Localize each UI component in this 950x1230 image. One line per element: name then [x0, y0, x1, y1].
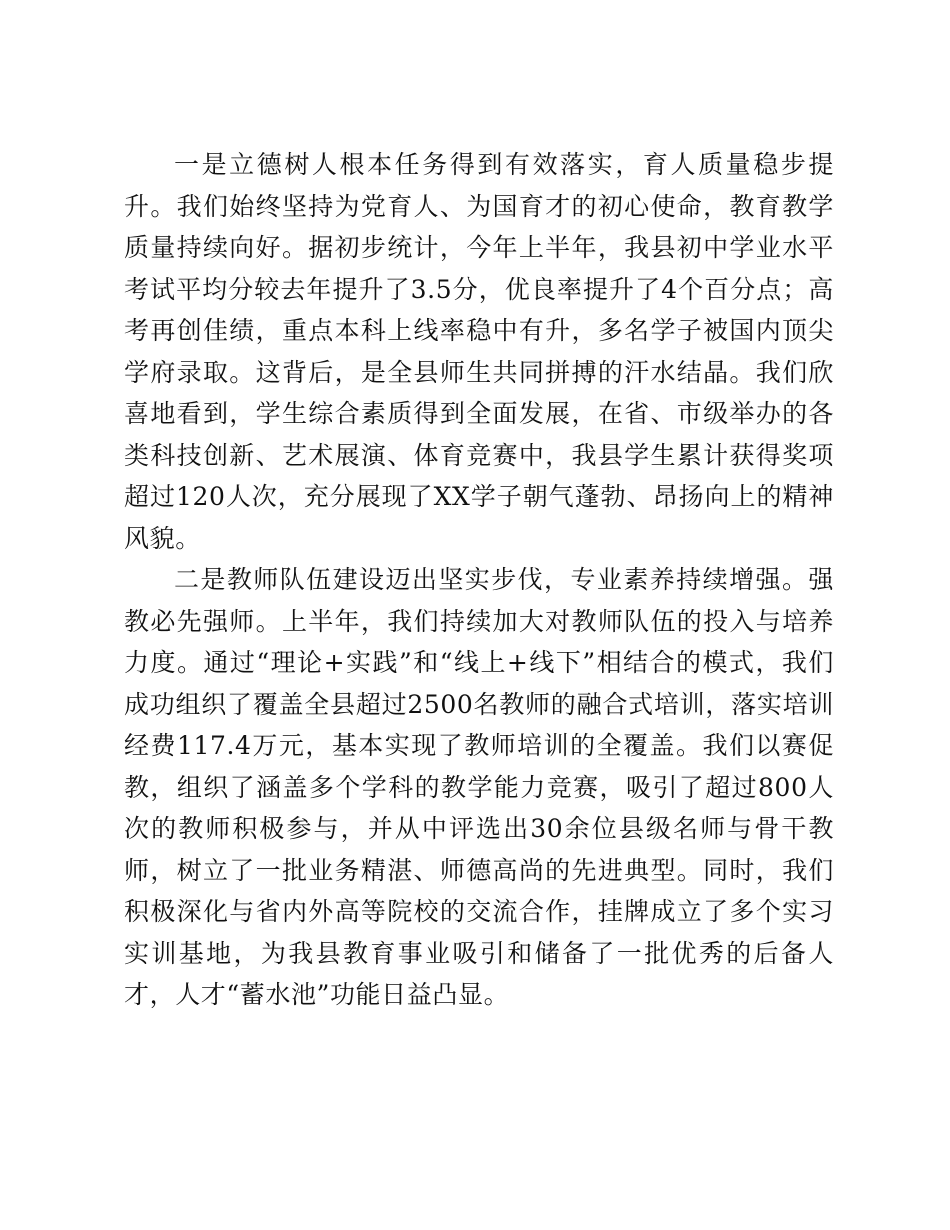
paragraph-moral-education: 一是立德树人根本任务得到有效落实，育人质量稳步提升。我们始终坚持为党育人、为国育才的初心使命，教育教学质量持续向好。据初步统计，今年上半年，我县初中学业水平考试平均分较去年提升了3.5分，优良率提升了4个百分点；高考再创佳绩，重点本科上线率稳中有升，多名学子被国内顶尖学府录取。这背后，是全县师生共同拼搏的汗水结晶。我们欣喜地看到，学生综合素质得到全面发展，在省、市级举办的各类科技创新、艺术展演、体育竞赛中，我县学生累计获得奖项超过120人次，充分展现了XX学子朝气蓬勃、昂扬向上的精神风貌。	[124, 150, 834, 553]
document-body	[124, 144, 834, 1016]
paragraph-teacher-development: 二是教师队伍建设迈出坚实步伐，专业素养持续增强。强教必先强师。上半年，我们持续加大对教师队伍的投入与培养力度。通过“理论+实践”和“线上+线下”相结合的模式，我们成功组织了覆盖全县超过2500名教师的融合式培训，落实培训经费117.4万元，基本实现了教师培训的全覆盖。我们以赛促教，组织了涵盖多个学科的教学能力竞赛，吸引了超过800人次的教师积极参与，并从中评选出30余位县级名师与骨干教师，树立了一批业务精湛、师德高尚的先进典型。同时，我们积极深化与省内外高等院校的交流合作，挂牌成立了多个实习实训基地，为我县教育事业吸引和储备了一批优秀的后备人才，人才“蓄水池”功能日益凸显。	[124, 565, 834, 1009]
